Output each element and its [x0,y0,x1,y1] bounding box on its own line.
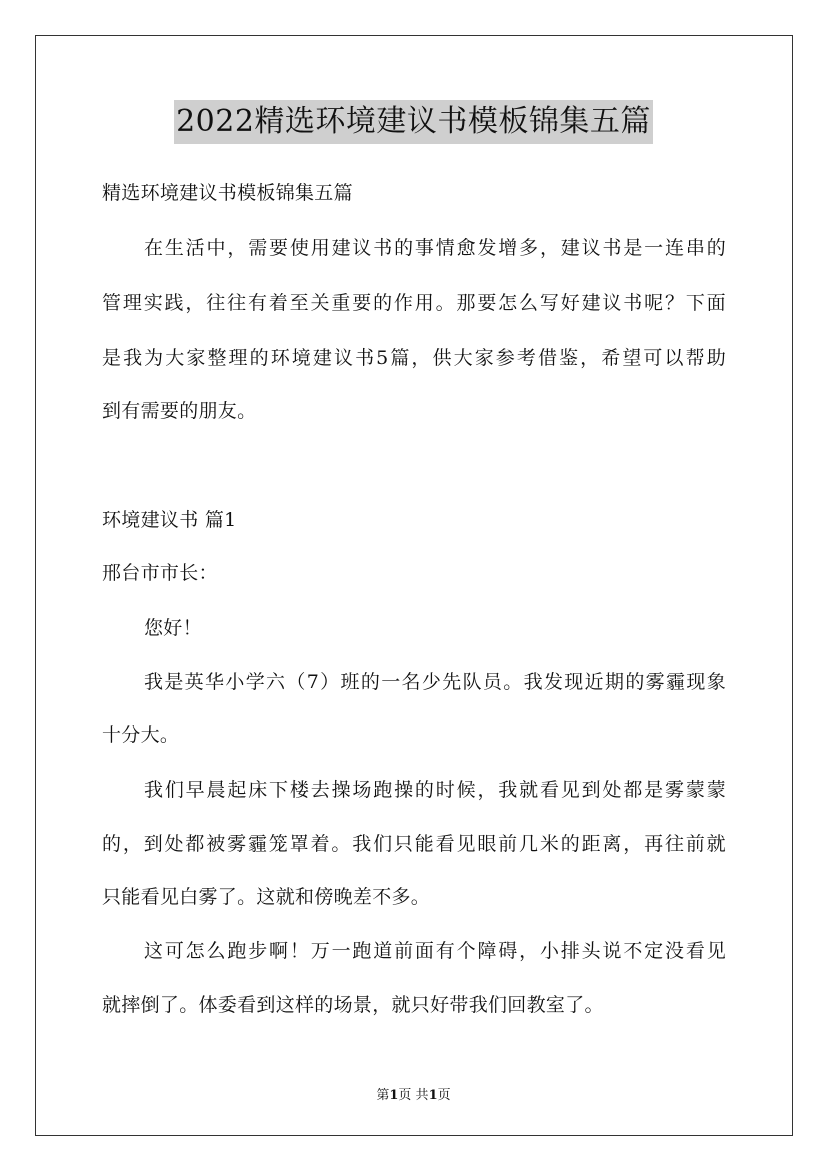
section-heading: 环境建议书 篇1 [102,509,237,531]
paragraph-2-line-3: 只能看见白雾了。这就和傍晚差不多。 [102,886,431,908]
document-title [0,100,827,144]
intro-line-1: 在生活中，需要使用建议书的事情愈发增多，建议书是一连串的 [144,237,726,259]
paragraph-3-line-1: 这可怎么跑步啊！万一跑道前面有个障碍，小排头说不定没看见 [144,940,726,962]
paragraph-3-line-2: 就摔倒了。体委看到这样的场景，就只好带我们回教室了。 [102,994,604,1016]
intro-line-4: 到有需要的朋友。 [102,400,257,422]
greeting: 您好！ [144,617,202,639]
footer-prefix: 第 [376,1088,390,1103]
salutation: 邢台市市长： [102,562,218,584]
intro-line-2: 管理实践，往往有着至关重要的作用。那要怎么写好建议书呢？下面 [102,292,726,314]
intro-line-3: 是我为大家整理的环境建议书5篇，供大家参考借鉴，希望可以帮助 [102,347,726,369]
document-subtitle: 精选环境建议书模板锦集五篇 [102,182,353,204]
page-footer [0,1084,827,1103]
document-title-text: 2022精选环境建议书模板锦集五篇 [174,100,653,144]
paragraph-2-line-2: 的，到处都被雾霾笼罩着。我们只能看见眼前几米的距离，再往前就 [102,833,726,855]
paragraph-2-line-1: 我们早晨起床下楼去操场跑操的时候，我就看见到处都是雾蒙蒙 [144,779,726,801]
paragraph-1-line-2: 十分大。 [102,724,180,746]
footer-total-pages: 1 [428,1088,438,1103]
footer-suffix: 页 [437,1088,451,1103]
paragraph-1-line-1: 我是英华小学六（7）班的一名少先队员。我发现近期的雾霾现象 [144,671,726,693]
footer-mid: 页 共 [398,1088,429,1103]
footer-page-number: 1 [389,1088,399,1103]
